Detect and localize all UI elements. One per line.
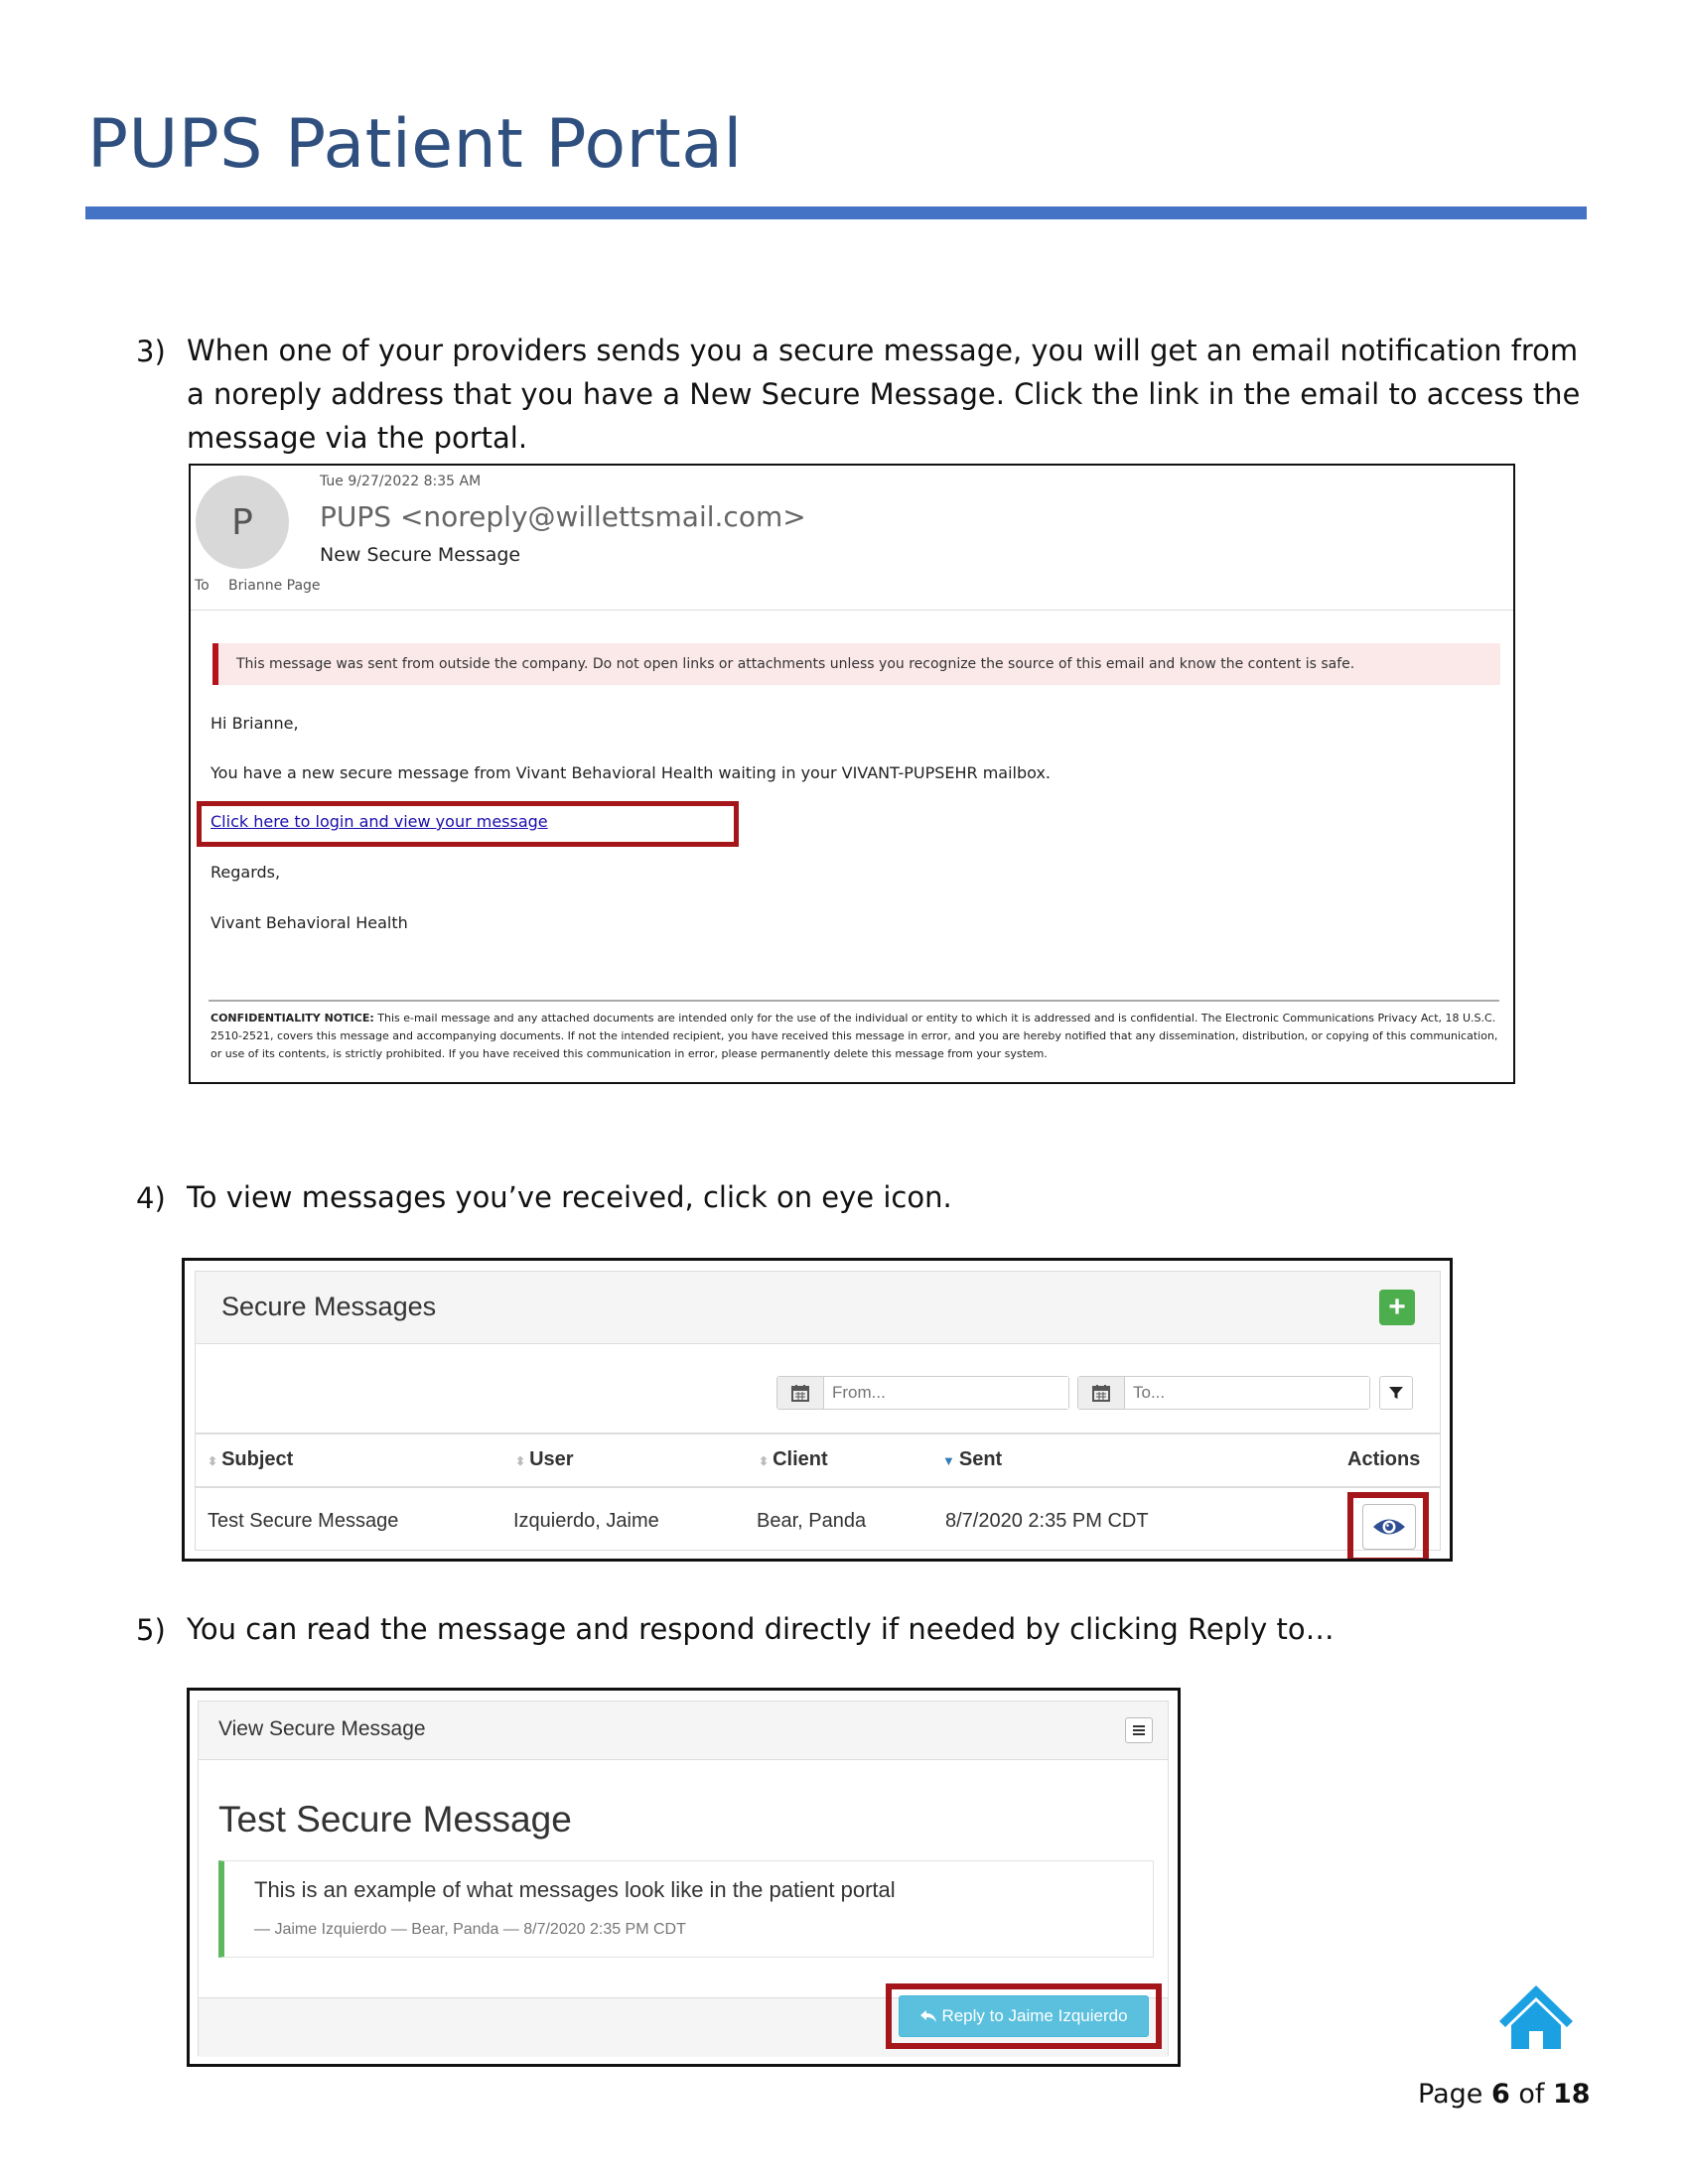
secure-messages-panel [195,1271,1441,1551]
eye-icon [1372,1516,1406,1538]
sort-icon: ⬍ [208,1454,218,1468]
email-screenshot [189,464,1515,1084]
page-number: Page 6 of 18 [1418,2079,1591,2110]
column-header-user[interactable]: ⬍ User [515,1448,574,1470]
sort-desc-icon: ▼ [942,1453,955,1468]
external-sender-warning: This message was sent from outside the company. Do not open links or attachments unless you recognize the source of this email and know the content is safe. [212,643,1500,685]
secure-messages-screenshot [182,1258,1453,1562]
step-4-text: To view messages you’ve received, click on eye icon. [187,1180,952,1214]
email-subject: New Secure Message [320,544,521,566]
message-blockquote [218,1860,1154,1958]
to-date-input[interactable] [1125,1377,1369,1409]
panel-title: Secure Messages [221,1292,437,1321]
panel-header [196,1272,1440,1344]
sort-icon: ⬍ [515,1454,526,1468]
to-date-group [1077,1376,1370,1410]
email-header-divider [191,610,1513,611]
document-title: PUPS Patient Portal [87,105,743,184]
email-signature: Vivant Behavioral Health [211,913,408,932]
message-title: Test Secure Message [218,1799,572,1840]
title-rule [85,206,1587,219]
view-message-screenshot [187,1688,1181,2067]
reply-icon [919,2009,937,2023]
message-body: This is an example of what messages look like in the patient portal [254,1877,896,1902]
email-greeting: Hi Brianne, [211,714,299,733]
cell-client: Bear, Panda [757,1510,867,1532]
filter-icon [1388,1385,1404,1401]
step-5-text: You can read the message and respond directly if needed by clicking Reply to… [187,1612,1335,1646]
step-3-number: 3) [136,335,166,368]
cell-sent: 8/7/2020 2:35 PM CDT [945,1510,1149,1532]
home-icon[interactable] [1497,1983,1575,2055]
column-header-actions: Actions [1347,1448,1421,1470]
sort-icon: ⬍ [759,1454,770,1468]
step-3-text: When one of your providers sends you a secure message, you will get an email notification from a noreply address that you have a New Secure Message. Click the link in the email to access the message via the portal. [187,334,1581,455]
view-message-button[interactable] [1362,1504,1416,1550]
email-body: You have a new secure message from Vivant Behavioral Health waiting in your VIVANT-PUPSEHR mailbox. [211,763,1052,782]
from-date-group [776,1376,1069,1410]
column-header-subject[interactable]: ⬍ Subject [208,1448,294,1470]
email-regards: Regards, [211,863,281,882]
message-meta: — Jaime Izquierdo — Bear, Panda — 8/7/2020 2:35 PM CDT [254,1921,686,1938]
column-header-client[interactable]: ⬍ Client [759,1448,828,1470]
table-header-border [196,1486,1440,1488]
email-from: PUPS <noreply@willettsmail.com> [320,500,806,533]
panel-header [199,1702,1168,1760]
filter-button[interactable] [1379,1376,1413,1410]
notice-text: This e-mail message and any attached documents are intended only for the use of the individual or entity to which it is addressed and is confidential. The Electronic Communications Privacy Act, 18 U.S.C. 2510-2521, covers this message and accompanying documents. If not the intended recipient, you have received this message in error, and you are hereby notified that any dissemination, distribution, or copying of this communication, or use of its contents, is strictly prohibited. If you have received this communication in error, please permanently delete this message from your system. [211,1012,1498,1060]
email-to-name: Brianne Page [228,578,321,594]
plus-icon: + [1388,1291,1406,1323]
email-footer-divider [209,1000,1499,1002]
table-top-border [196,1433,1440,1434]
reply-label: Reply to Jaime Izquierdo [941,2006,1128,2025]
calendar-icon[interactable] [777,1377,824,1409]
sender-avatar: P [196,476,289,569]
email-to-label: To [195,578,210,594]
cell-subject: Test Secure Message [208,1510,399,1532]
step-4-number: 4) [136,1181,166,1215]
from-date-input[interactable] [824,1377,1068,1409]
email-date: Tue 9/27/2022 8:35 AM [320,474,482,489]
column-header-sent[interactable]: ▼ Sent [942,1448,1003,1470]
cell-user: Izquierdo, Jaime [513,1510,659,1532]
step-5-number: 5) [136,1613,166,1647]
calendar-icon[interactable] [1078,1377,1125,1409]
confidentiality-notice [211,1010,1506,1063]
panel-title: View Secure Message [218,1717,426,1740]
reply-button[interactable] [899,1995,1149,2037]
notice-label: CONFIDENTIALITY NOTICE: [211,1012,374,1024]
add-message-button[interactable] [1379,1290,1415,1325]
login-link[interactable]: Click here to login and view your message [211,812,548,831]
hamburger-icon [1133,1725,1145,1735]
panel-menu-button[interactable] [1125,1717,1153,1743]
